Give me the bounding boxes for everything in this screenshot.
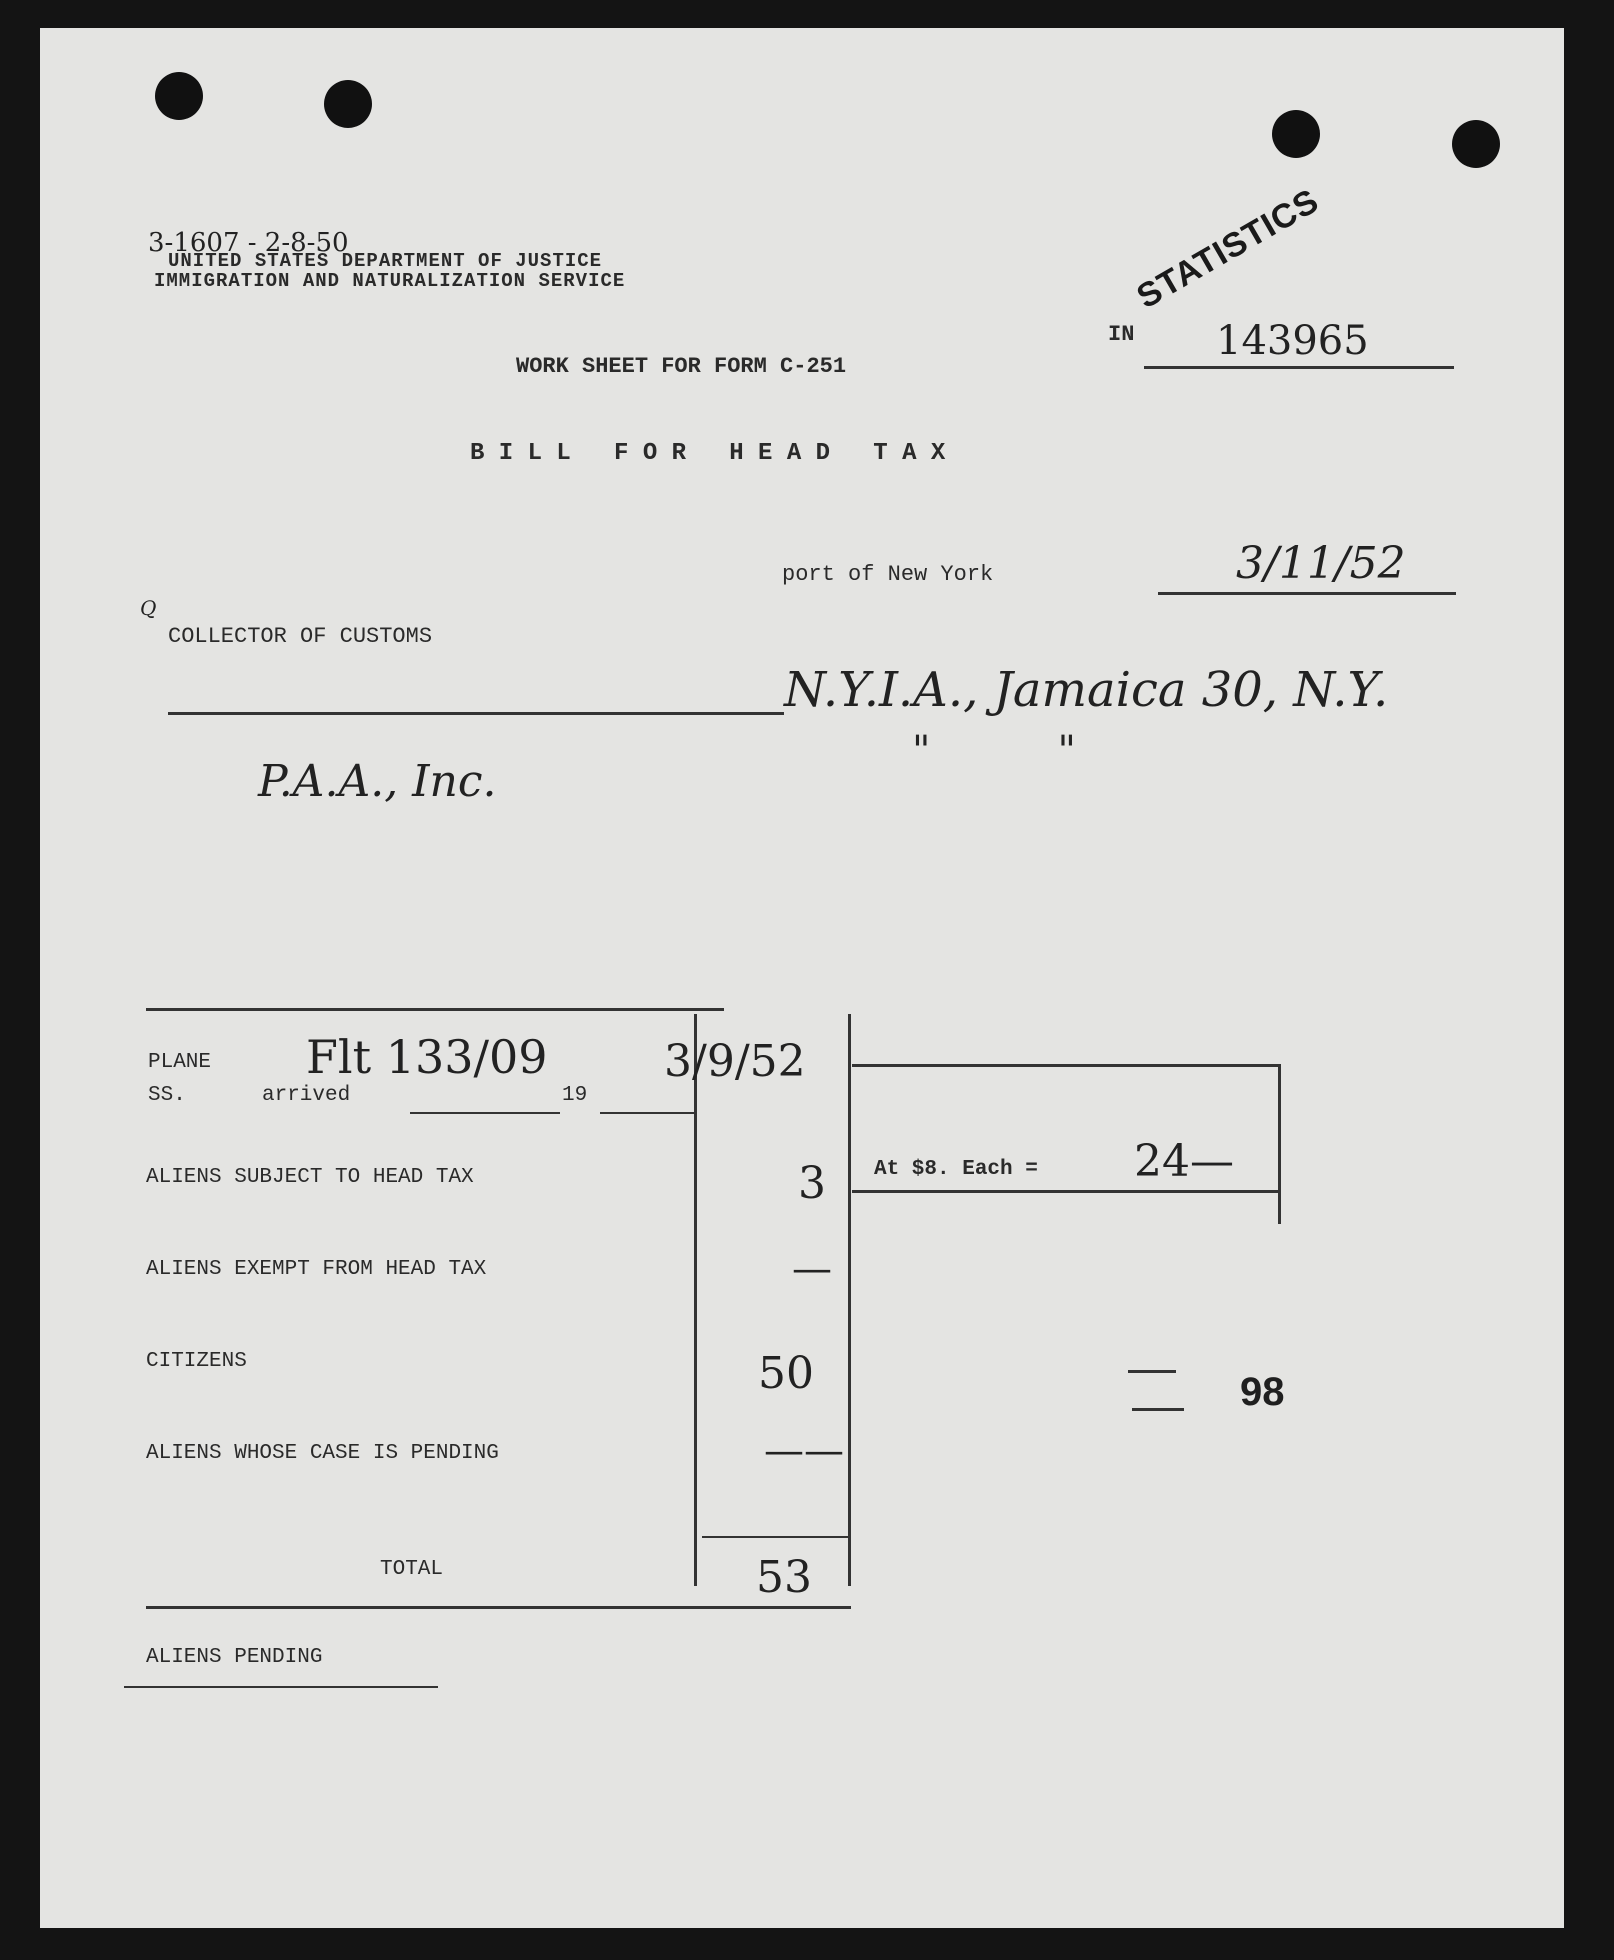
tax-amount: 24—	[1134, 1136, 1234, 1187]
addressee-marker: Q	[140, 596, 157, 620]
table-bottom-rule	[146, 1606, 851, 1609]
punch-hole	[324, 80, 372, 128]
stamp-prefix: IN	[1108, 322, 1135, 347]
port-label: port of New York	[782, 562, 994, 587]
side-figure: 98	[1240, 1370, 1285, 1414]
bill-title: B I L L F O R H E A D T A X	[470, 440, 946, 467]
total-label: TOTAL	[380, 1558, 444, 1581]
collector-label: COLLECTOR OF CUSTOMS	[168, 624, 433, 649]
carrier-name: P.A.A., Inc.	[258, 756, 497, 807]
agency-line-1: UNITED STATES DEPARTMENT OF JUSTICE	[168, 250, 603, 272]
table-divider	[694, 1014, 697, 1586]
table-top-rule	[146, 1008, 724, 1011]
footer-underline	[124, 1686, 438, 1688]
bill-date: 3/11/52	[1236, 538, 1406, 589]
punch-hole	[1452, 120, 1500, 168]
aliens-subject-label: ALIENS SUBJECT TO HEAD TAX	[146, 1166, 474, 1189]
tax-box-right	[1278, 1064, 1281, 1224]
plane-label: PLANE	[148, 1051, 212, 1074]
aliens-exempt-label: ALIENS EXEMPT FROM HEAD TAX	[146, 1258, 487, 1281]
tax-box-top	[852, 1064, 1280, 1067]
aliens-subject-value: 3	[798, 1158, 826, 1209]
citizens-value: 50	[758, 1348, 814, 1399]
aliens-exempt-value: —	[792, 1246, 832, 1292]
year-underline	[600, 1112, 694, 1114]
ss-label: SS.	[148, 1084, 186, 1107]
stamp-underline	[1144, 366, 1454, 369]
addressee-location: N.Y.I.A., Jamaica 30, N.Y.	[784, 662, 1389, 718]
punch-hole	[1272, 110, 1320, 158]
date-underline	[1158, 592, 1456, 595]
aliens-pending-footer: ALIENS PENDING	[146, 1646, 323, 1669]
side-dash	[1128, 1370, 1176, 1373]
stamp-number: 143965	[1216, 318, 1369, 364]
flight-number: Flt 133/09	[306, 1030, 548, 1084]
total-rule	[702, 1536, 848, 1538]
punch-hole	[155, 72, 203, 120]
form-code: 3-1607 - 2-8-50	[148, 228, 349, 258]
side-dash	[1132, 1408, 1184, 1411]
aliens-pending-case-value: ——	[764, 1428, 844, 1474]
year-prefix: 19	[562, 1084, 588, 1107]
tax-rate-label: At $8. Each =	[874, 1158, 1038, 1181]
citizens-label: CITIZENS	[146, 1350, 247, 1373]
aliens-pending-case-label: ALIENS WHOSE CASE IS PENDING	[146, 1442, 499, 1465]
arrival-date: 3/9/52	[664, 1036, 806, 1087]
collector-underline	[168, 712, 784, 715]
document-page	[40, 28, 1564, 1928]
arrived-label: arrived	[262, 1084, 351, 1107]
statistics-stamp: STATISTICS	[1130, 181, 1326, 317]
total-value: 53	[756, 1552, 812, 1603]
ditto-marks: " "	[912, 728, 1076, 774]
arrived-underline	[410, 1112, 560, 1114]
table-right-border	[848, 1014, 851, 1586]
worksheet-title: WORK SHEET FOR FORM C-251	[516, 354, 847, 379]
tax-box-bottom	[852, 1190, 1280, 1193]
agency-line-2: IMMIGRATION AND NATURALIZATION SERVICE	[154, 270, 626, 292]
